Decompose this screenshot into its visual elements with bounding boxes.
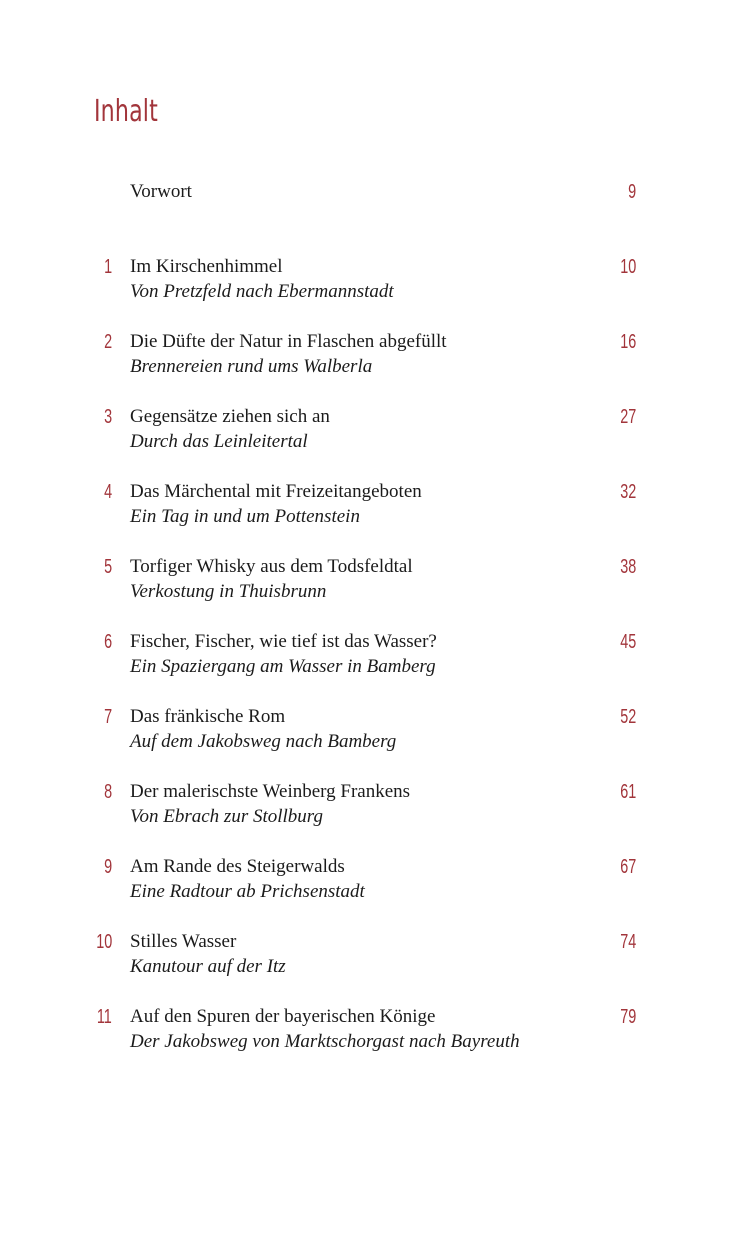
entry-page-number: 16: [619, 331, 636, 353]
entry-title: Vorwort: [130, 181, 192, 202]
chapter-title: Auf den Spuren der bayerischen Könige: [130, 1006, 436, 1027]
toc-entry-chapter-6[interactable]: [0, 630, 732, 686]
toc-entry-chapter-1[interactable]: [0, 255, 732, 311]
toc-entry-chapter-2[interactable]: [0, 330, 732, 386]
entry-page-number: 32: [619, 481, 636, 503]
chapter-subtitle: Von Ebrach zur Stollburg: [130, 806, 323, 827]
chapter-number: 8: [103, 781, 112, 803]
chapter-subtitle: Eine Radtour ab Prichsenstadt: [130, 881, 365, 902]
chapter-number: 1: [103, 256, 112, 278]
entry-page-number: 74: [619, 931, 636, 953]
chapter-number: 4: [103, 481, 112, 503]
chapter-title: Das Märchental mit Freizeitangeboten: [130, 481, 422, 502]
chapter-subtitle: Kanutour auf der Itz: [130, 956, 286, 977]
chapter-subtitle: Von Pretzfeld nach Ebermannstadt: [130, 281, 394, 302]
chapter-title: Fischer, Fischer, wie tief ist das Wasser?: [130, 631, 437, 652]
chapter-subtitle: Durch das Leinleitertal: [130, 431, 308, 452]
chapter-subtitle: Der Jakobsweg von Marktschorgast nach Bayreuth: [130, 1031, 520, 1052]
chapter-title: Im Kirschenhimmel: [130, 256, 283, 277]
chapter-subtitle: Brennereien rund ums Walberla: [130, 356, 373, 377]
entry-page-number: 9: [627, 181, 636, 203]
entry-page-number: 38: [619, 556, 636, 578]
chapter-subtitle: Auf dem Jakobsweg nach Bamberg: [130, 731, 397, 752]
chapter-title: Am Rande des Steigerwalds: [130, 856, 345, 877]
entry-page-number: 52: [619, 706, 636, 728]
toc-entry-chapter-7[interactable]: [0, 705, 732, 761]
entry-page-number: 67: [619, 856, 636, 878]
chapter-title: Gegensätze ziehen sich an: [130, 406, 330, 427]
toc-entry-chapter-4[interactable]: [0, 480, 732, 536]
chapter-number: 2: [103, 331, 112, 353]
chapter-number: 10: [95, 931, 112, 953]
toc-entry-chapter-9[interactable]: [0, 855, 732, 911]
entry-page-number: 27: [619, 406, 636, 428]
chapter-subtitle: Ein Tag in und um Pottenstein: [130, 506, 360, 527]
chapter-subtitle: Ein Spaziergang am Wasser in Bamberg: [130, 656, 436, 677]
entry-page-number: 61: [619, 781, 636, 803]
toc-entry-chapter-10[interactable]: [0, 930, 732, 986]
toc-entry-chapter-3[interactable]: [0, 405, 732, 461]
chapter-title: Der malerischste Weinberg Frankens: [130, 781, 411, 802]
chapter-number: 7: [103, 706, 112, 728]
entry-page-number: 79: [619, 1006, 636, 1028]
page-title: Inhalt: [94, 94, 158, 129]
chapter-number: 5: [103, 556, 112, 578]
toc-entry-chapter-11[interactable]: [0, 1005, 732, 1061]
chapter-title: Das fränkische Rom: [130, 706, 286, 727]
chapter-title: Die Düfte der Natur in Flaschen abgefüllt: [130, 331, 447, 352]
chapter-number: 11: [97, 1006, 112, 1028]
toc-entry-chapter-5[interactable]: [0, 555, 732, 611]
chapter-subtitle: Verkostung in Thuisbrunn: [130, 581, 327, 602]
chapter-title: Stilles Wasser: [130, 931, 237, 952]
chapter-number: 6: [103, 631, 112, 653]
toc-entry-preface[interactable]: [0, 180, 732, 236]
chapter-number: 9: [103, 856, 112, 878]
entry-page-number: 45: [619, 631, 636, 653]
toc-entry-chapter-8[interactable]: [0, 780, 732, 836]
chapter-number: 3: [103, 406, 112, 428]
chapter-title: Torfiger Whisky aus dem Todsfeldtal: [130, 556, 413, 577]
entry-page-number: 10: [619, 256, 636, 278]
